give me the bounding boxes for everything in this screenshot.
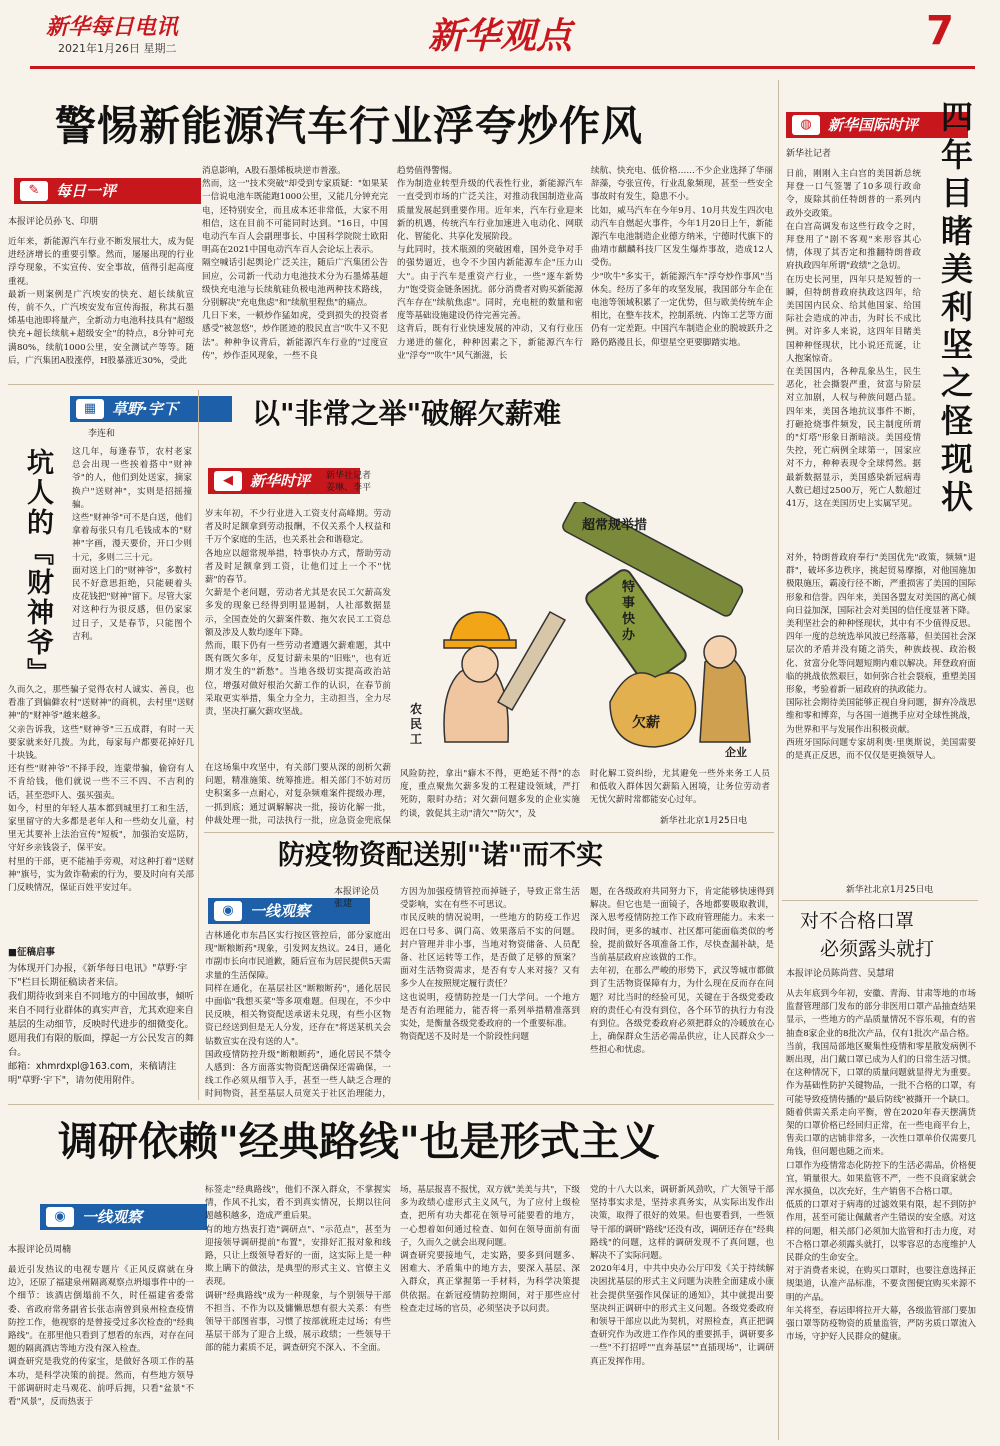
article1-col2: 消息影响，A股石墨烯板块逆市普涨。 然而，这一"技术突破"却受到专家质疑："如果某一信说电池车既能跑1000公里，又能几分钟充完电，还特别安全，而且成本还非常低，大家不用相信，这在目前不可能同时达到。"16日，中国电动汽车百人会副理事长、中国科学院院士欧阳明高在2021中国电动汽车百人会论坛上表示。 隔空喊话引起舆论广泛关注，随后广汽集团公告回应，公司新一代动力电池技术分为石墨烯基超级快充电池与长续航硅负极电池两种技术路线，分别解决"充电焦虑"和"续航里程焦"的痛点。 几日下来，一顿炒作猛如虎，受到损失的投资者感受"被忽悠"，炒作匿迹的股民直言"吹牛又不犯法"。种种争议背后，新能源汽车行业的"过度宣传"，炒作歪风现象，一些不良	[202, 166, 388, 361]
article4-col-b: 方因为加强疫情管控而掉链子，导致正常生活受影响，实在有些不可思议。 市民反映的情况说明，一些地方的防疫工作迟迟在口号多、调门高、效果落后不实的问题。封户管理并非小事，当地对物资储备、人员配备、社区运转等工作，是否做了足够的预案？面对生活物资需求，是否有专人来对接？又有多少人在按照规定履行责任？ 这也说明，疫情防控是一门大学问。一个地方是否有治理能力，能否将一系列举措精准落到实处，是衡量各级党委政府的一个重要标准。 物资配送不及时是一个阶段性问题	[400, 887, 580, 1043]
divider	[8, 384, 774, 385]
article4-title: 防疫物资配送别"诺"而不实	[278, 840, 604, 871]
cartoon-hammer-label: 特事快办	[622, 580, 636, 643]
article6-title: 四年目睹美利坚之怪现状	[936, 100, 974, 518]
article5-column-tag	[40, 1204, 207, 1230]
article6-col1: 日前，刚刚入主白宫的美国新总统拜登一口气签署了10多项行政命令，废除其前任特朗普的一系列内政外交政策。 在白宫高调发布这些行政令之时，拜登用了"剧不客观"来形容其心情，体现了其否定和推翻特朗普政府执政四年所谓"政绩"之急切。 在历史长河里，四年只是短暂的一瞬，但特朗普政府执政这四年，给美国国内民众、给其他国家、给国际社会造成的冲击，为时长不成比例。对许多人来说，这四年目睹美国种种怪现状，比小说还荒诞，让人抱案惊奇。 在美国国内，各种乱象丛生，民生恶化，社会撕裂严重，贫富与阶层对立加剧，人权与种族问题凸显。四年来，美国各地抗议事件不断，打砸抢烧事件频发，民主制度所谓的"灯塔"形象日渐暗淡。美国疫情失控，死亡病例全球第一，国家应对不力，种种表现令全球愕然。据最新数据显示，美国感染新冠病毒人数已超过2500万，死亡人数超过41万，这在美国历史上实属罕见。	[786, 169, 921, 510]
article2-title: 坑人的『财神爷』	[22, 448, 53, 688]
cartoon-company-label: 企业	[725, 746, 747, 759]
article4-byline: 本报评论员 张建	[334, 887, 380, 909]
article7-body: 从去年底到今年初，安徽、青海、甘肃等地的市场监督管理部门发布的部分非医用口罩产品抽查结果显示，一些地方的产品质量情况不容乐观，有的省抽查8家企业的8批次产品，仅有1批次产品合格。 当前，我国局部地区聚集性疫情和零星散发病例不断出现，出门戴口罩已成为人们的日常生活习惯。在这种情况下，口罩的质量问题就显得尤为重要。作为基础性防护关键物品，一批不合格的口罩，有可能导致疫情传播的"最后防线"被撕开一个缺口。 随着供需关系走向平衡，曾在2020年春天摆满货架的口罩价格已经回归正常，在一些电商平台上，售卖口罩的店铺非常多，一次性口罩单价仅需要几角钱，但问题也随之而来。 口罩作为疫情常态化防控下的生活必需品，价格便宜，销量很大。如果监管不严，一些不良商家就会浑水摸鱼，以次充好，生产销售不合格口罩。 低质的口罩对于病毒的过滤效果有限，起不到防护作用，甚至可能让佩戴者产生错误的安全感。对这样的问题，相关部门必须加大监管和打击力度，对不合格口罩必须露头就打，以零容忍的态度维护人民群众的生命安全。 对于消费者来说，在购买口罩时，也要注意选择正规渠道，认准产品标准，不要贪图便宜购买来源不明的产品。 年关将至，春运即将拉开大幕，各级监管部门要加强口罩等防疫物资的质量监管，严防劣质口罩流入市场，守护好人民群众的健康。	[786, 989, 976, 1343]
building-icon: ▦	[76, 399, 104, 419]
article3-title: 以"非常之举"破解欠薪难	[252, 397, 562, 430]
article6-byline: 新华社记者	[786, 149, 832, 159]
globe-icon: ◍	[792, 115, 820, 135]
article1-byline: 本报评论员孙飞、印朋	[8, 217, 99, 227]
article2-col-a: 这几年，每逢春节，农村老家总会出现一些挨着搭中"财神爷"的人，他们到处送家，摘家换户"送财神"，实则是招摇撞骗。 这些"财神爷"可不是白送，他们拿着每张只有几毛钱成本的"财神"字画，漫天要价，开口少则十元，多则二三十元。 面对送上门的"财神爷"，多数村民不好意思拒绝，只能硬着头皮花钱把"财神"留下。尽管大家对这种行为很反感，但仍家家过日子，又是春节，只能图个吉利。	[72, 447, 192, 642]
article1-column-tag	[14, 178, 201, 204]
article2-column-tag-label: 草野·宇下	[112, 400, 178, 418]
article3-col-d: 时化解工资纠纷，尤其避免一些外来务工人员和低收入群体因欠薪陷入困境，让务位劳动者无忧欠薪时常都能安心过年。	[590, 769, 770, 806]
article3-col-a: 岁末年初，不少行业进入工资支付高峰期。劳动者及时足额拿到劳动报酬，不仅关系个人权益和千万个家庭的生活，也关系社会和谐稳定。 各地应以超常规举措，特事快办方式，帮助劳动者及时足额拿到工资，让他们过上一个不"忧薪"的春节。 欠薪是个老问题，劳动者尤其是农民工欠薪高发多发的现象已经得到明显遏制，人社部数据显示，全国查处的欠薪案件数、拖欠农民工工资总额及涉及人数均逐年下降。 然而，眼下仍有一些劳动者遭遇欠薪难题，其中既有既欠多年，反复讨薪未果的"旧账"，也有近期才发生的"新愁"。当地各级切实提高政治站位，增强对做好根治欠薪工作的认识，在春节前采取更实举措，集全力全力，主动担当，全力尽责，坚决打赢欠薪攻坚战。	[205, 509, 391, 718]
article1-column-tag-label: 每日一评	[56, 182, 117, 200]
article6-col2: 对外，特朗普政府奉行"美国优先"政策，频频"退群"，破坏多边秩序，挑起贸易摩擦，对他国施加极限施压，霸凌行径不断，严重损害了美国的国际形象和信誉。四年来，美国各盟友对美国的离心倾向日益加深，国际社会对美国的信任度显著下降。 美利坚社会的种种怪现状，其中有不少值得反思。四年一度的总统选举风波已经落幕，但美国社会深层次的矛盾并没有随之消失，种族歧视、政治极化、贫富分化等问题短期内难以解决。拜登政府面临的挑战依然艰巨，如何弥合社会裂痕，重塑美国形象，考验着新一届政府的执政能力。 国际社会期待美国能够正视自身问题，摒弃冷战思维和零和博弈，与各国一道携手应对全球性挑战，为世界和平与发展作出积极贡献。 西班牙国际问题专家胡利奥·里奥斯说，美国需要的是真正反思，而不仅仅是更换领导人。	[786, 553, 976, 762]
article2-col-b: 久而久之，那些骗子觉得农村人诚实、善良，也看准了到偏僻农村"送财神"的商机，去村里"送财神"的"财神爷"越来越多。 父亲告诉我，这些"财神爷"三五成群，有时一天要家就来好几拨。为此，每家每户都要花掉好几十块钱。 还有些"财神爷"不择手段，连蒙带骗，偷窃有人不肯给钱，他们就说一些不三不四、不吉利的话，甚至恐吓人、强买强卖。 如今，村里的年轻人基本都到城里打工和生活，家里留守的大多都是老年人和一些幼女儿童，村里无其要补上法治宣传"短板"，加强治安巡防，守好乡亲钱袋子，保平安。 村里的干部，更不能袖手旁观，对这种打着"送财神"旗号，实为敛诈勒索的行为，要及时向有关部门反映情况，保证百姓平安过年。	[8, 685, 194, 894]
article3-byline: 新华社记者 姜琳、李平	[326, 471, 372, 493]
issue-date: 2021年1月26日 星期二	[58, 42, 177, 55]
megaphone-icon: ◀	[214, 471, 242, 491]
article7-byline: 本报评论员陈尚营、吴慧珺	[786, 969, 895, 979]
article3-credit: 新华社北京1月25日电	[660, 816, 748, 826]
cartoon-illustration	[400, 502, 770, 764]
article6-credit: 新华社北京1月25日电	[846, 885, 934, 895]
eye-icon: ◉	[46, 1207, 74, 1227]
cartoon-worker-label: 农民工	[410, 702, 423, 746]
divider	[782, 900, 978, 901]
article5-col-d: 党的十八大以来，调研新风劲吹，广大领导干部坚持事实求是，坚持求真务实，从实际出发作出决策，取得了很好的效果。但也要看到，一些领导干部的调研"路线"还没有改，调研还存在"经典路线"的问题，这样的调研发现不了真问题，也解决不了实际问题。 2020年4月，中共中央办公厅印发《关于持续解决困扰基层的形式主义问题为决胜全面建成小康社会提供坚强作风保证的通知》，其中就提出要坚决纠正调研中的形式主义问题。各级党委政府和领导干部应以此为契机，对照检查，真正把调查研究作为改进工作作风的重要抓手，调研要多一些"不打招呼""直奔基层""直插现场"，让调研真正发挥作用。	[590, 1185, 774, 1367]
divider	[8, 1104, 774, 1105]
article5-col-b: 标签走"经典路线"，他们不深入群众，不掌握实情，作风不扎实，看不到真实情况，长期以往问题越积越多，造成严重后果。 有的地方热衷打造"调研点"、"示范点"，甚至为迎接领导调研提前"布置"，安排好汇报对象和线路，只让上级领导看好的一面，这实际上是一种欺上瞒下的做法，是典型的形式主义、官僚主义表现。 调研"经典路线"成为一种现象，与个别领导干部不担当、不作为以及慵懒思想有很大关系：有些领导干部图省事，习惯了按部就班走过场；有些基层干部为了迎合上级，展示政绩；一些领导干部的能力素质不足，调查研究不深入、不全面。	[205, 1185, 391, 1354]
pen-icon: ✎	[20, 181, 48, 201]
article4-col-a: 吉林通化市东昌区实行按区管控后，部分家庭出现"断粮断药"现象，引发网友热议。24日，通化市副市长向市民道歉，随后宣布为居民提供5天需求量的生活保障。 同样在通化，在基层社区"断粮断药"，通化居民中面临"我想买菜"等多项难题。但现在，不少中民反映，相关物资配送承诺未兑现，有些小区物资已经送到但是无人分发，还存在"将送某机关会钻数宣实在没有送的人"。 国政疫情防控升级"断粮断药"，通化居民不禁令人感到：各方面落实物资配送确保还需确保，一线工作必须从细节入手，甚至一些人缺乏合理的时间物资，甚至基层人员宽关于社区治理能力，	[205, 931, 391, 1100]
masthead-rule	[30, 66, 975, 69]
article6-column-tag-label: 新华国际时评	[828, 116, 919, 134]
article1-title: 警惕新能源汽车行业浮夸炒作风	[55, 102, 643, 150]
divider	[198, 390, 199, 1100]
article5-byline: 本报评论员周楠	[8, 1245, 72, 1255]
article5-title: 调研依赖"经典路线"也是形式主义	[58, 1119, 660, 1165]
paper-name: 新华每日电讯	[46, 15, 179, 40]
article7-title-line2: 必须露头就打	[820, 938, 935, 960]
article1-col1: 近年来，新能源汽车行业不断发展壮大，成为促进经济增长的重要引擎。然而，屡屡出现的行业浮夸现象，不实宣传、安全事故，值得引起高度重视。 最新一则案例是广汽埃安的快充、超长续航宣传，前不久，广汽埃安发布宣传海报，称其石墨烯基电池即将量产，全新动力电池科技具有"超级快充+超长续航+超级安全"的特点，8分钟可充满80%，续航1000公里，安全测试产等等。随后，广汽集团A股涨停，H股暴涨近30%，受此	[8, 237, 194, 366]
eye-icon: ◉	[214, 901, 242, 921]
article3-column-tag-label: 新华时评	[250, 472, 311, 490]
cartoon-bag-label: 欠薪	[632, 715, 660, 731]
article1-col3: 趋势值得警惕。 作为制造业转型升级的代表性行业，新能源汽车一直受到市场的广泛关注，对推动我国制造业高质量发展起到重要作用。近年来，汽车行业迎来新的机遇，传统汽车行业加速进入电动化、网联化、智能化、共享化发展阶段。 与此同时，技术瓶颈的突破困难，国外竞争对手的强势逼近，也令不少国内新能源车企"压力山大"。由于汽车是重资产行业，一些"逐车新势力"饱受资金链条困扰。部分消费者对购买新能源汽车存在"续航焦虑"。同时，充电桩的数量和密度等基础设施建设仍待完善完善。 这背后，既有行业快速发展的冲动，又有行业压力递进的催化，种种因素之下，新能源汽车行业"浮夸""吹牛"风气渐滋，长	[397, 166, 583, 361]
article2-author: 李连和	[88, 429, 116, 439]
article4-column-tag-label: 一线观察	[250, 902, 311, 920]
divider	[778, 80, 779, 1440]
notice-heading: ■征稿启事	[8, 947, 55, 958]
article5-col-a: 最近引发热议的电视专题片《正风反腐就在身边》，还原了福建泉州隔离观察点坍塌事件中的一个细节：该酒店倒塌前不久，时任福建省委常委、省政府常务副省长张志南曾到泉州检查疫情防控工作，他视察的是曾接受过多次检查的"经典路线"。在那里他只看到了想看的东西，对存在问题的隔离酒店等地方没有深入检查。 调查研究是我党的传家宝，是做好各项工作的基本功，是科学决策的前提。然而，有些地方领导干部调研时走马观花、前呼后拥，只看"盆景"不看"风景"，反而热衷于	[8, 1265, 194, 1408]
divider	[204, 832, 774, 833]
article2-column-tag	[70, 396, 232, 422]
masthead	[0, 0, 1000, 74]
article5-column-tag-label: 一线观察	[82, 1208, 143, 1226]
cartoon-banner-label: 超常规举措	[582, 518, 648, 533]
section-title: 新华观点	[427, 16, 572, 57]
notice-text: 为体现开门办报，《新华每日电讯》"草野·宇下"栏目长期征稿读者来信。 我们期待收到来自不同地方的中国故事，倾听来自不同行业群体的真实声音，尤其欢迎来自基层的生动细节，反映时代进步的细微变化。愿用我们有限的版面，撑起一方公民发言的舞台。 邮箱：xhmrdxpl@163.com，来稿请注明"草野·宇下"，请勿使用附件。	[8, 963, 194, 1086]
article7-title-line1: 对不合格口罩	[800, 910, 915, 932]
article3-col-b: 在这场集中攻坚中，有关部门要从深的剖析欠薪问题，精准施策、统筹推进。相关部门不妨对历史积案多一点耐心，对复杂频难案件提级办理，一抓到底；通过调解解决一批，接访化解一批，仲裁处理一批，司法执行一批，应急资金兜底保	[205, 763, 391, 826]
page-number: 7	[926, 8, 954, 54]
cartoon	[400, 502, 770, 764]
article3-col-c: 风险防控，拿出"癖木不得，更绝延不得"的态度，重点聚焦欠薪多发的工程建设领域，严打死防，限时办结；对欠薪问题多发的企业实施约谈，敦促其主动"清欠""防欠"，及	[400, 769, 580, 819]
article5-col-c: 场，基层报喜不报忧，双方就"美美与共"，下级多为政绩心虚形式主义风气，为了应付上级检查，把所有功夫都花在领导可能要看的地方，一心想着如何通过检查、如何在领导面前有面子，久而久之就会出现问题。 调查研究要接地气，走实路，要多到问题多、困难大、矛盾集中的地方去，要深入基层、深入群众，真正掌握第一手材料，为科学决策提供依据。在新冠疫情防控期间，对于那些应付检查走过场的官员，必须坚决予以问责。	[400, 1185, 580, 1314]
article4-col-c: 题，在各级政府共同努力下，肯定能够快速得到解决。但它也是一面镜子，各地都要吸取教训，深入思考疫情防控工作下政府管理能力。未来一段时间，更多的城市、社区都可能面临类似的考验，提前做好各项准备工作，尽快查漏补缺，是当前基层政府应该做的工作。 去年初，在那么严峻的形势下，武汉等城市都做到了生活物资保障有力，为什么现在反而存在问题？对比当时的经验可见，关键在于各级党委政府的责任心有没有到位，各个环节的执行力有没有到位。各级党委政府必须把群众的冷暖放在心上，确保群众生活必需品供应，让人民群众少一些担心和忧虑。	[590, 887, 774, 1056]
article1-col4: 续航、快充电、低价格……不少企业选择了华丽辞藻，夸张宣传，行业乱象频现，甚至一些安全事故时有发生，隐患不小。 比如，威马汽车在今年9月、10月共发生四次电动汽车自燃起火事件，今年1月20日上午，新能源汽车电池制造企业德方纳米，宁德时代旗下的曲靖市麒麟科技厂区发生爆炸事故，造成12人受伤。 少"吹牛"多实干，新能源汽车"浮夸炒作事风"当休矣。经历了多年的攻坚发展，我国部分车企在电池等领域积累了一定优势，但与欧美传统车企相比，在整车技术，控制系统、内饰工艺等方面仍有一定差距。中国汽车制造企业的脱坡跃升之路仍路漫且长，仰望星空更要脚踏实地。	[591, 166, 773, 348]
